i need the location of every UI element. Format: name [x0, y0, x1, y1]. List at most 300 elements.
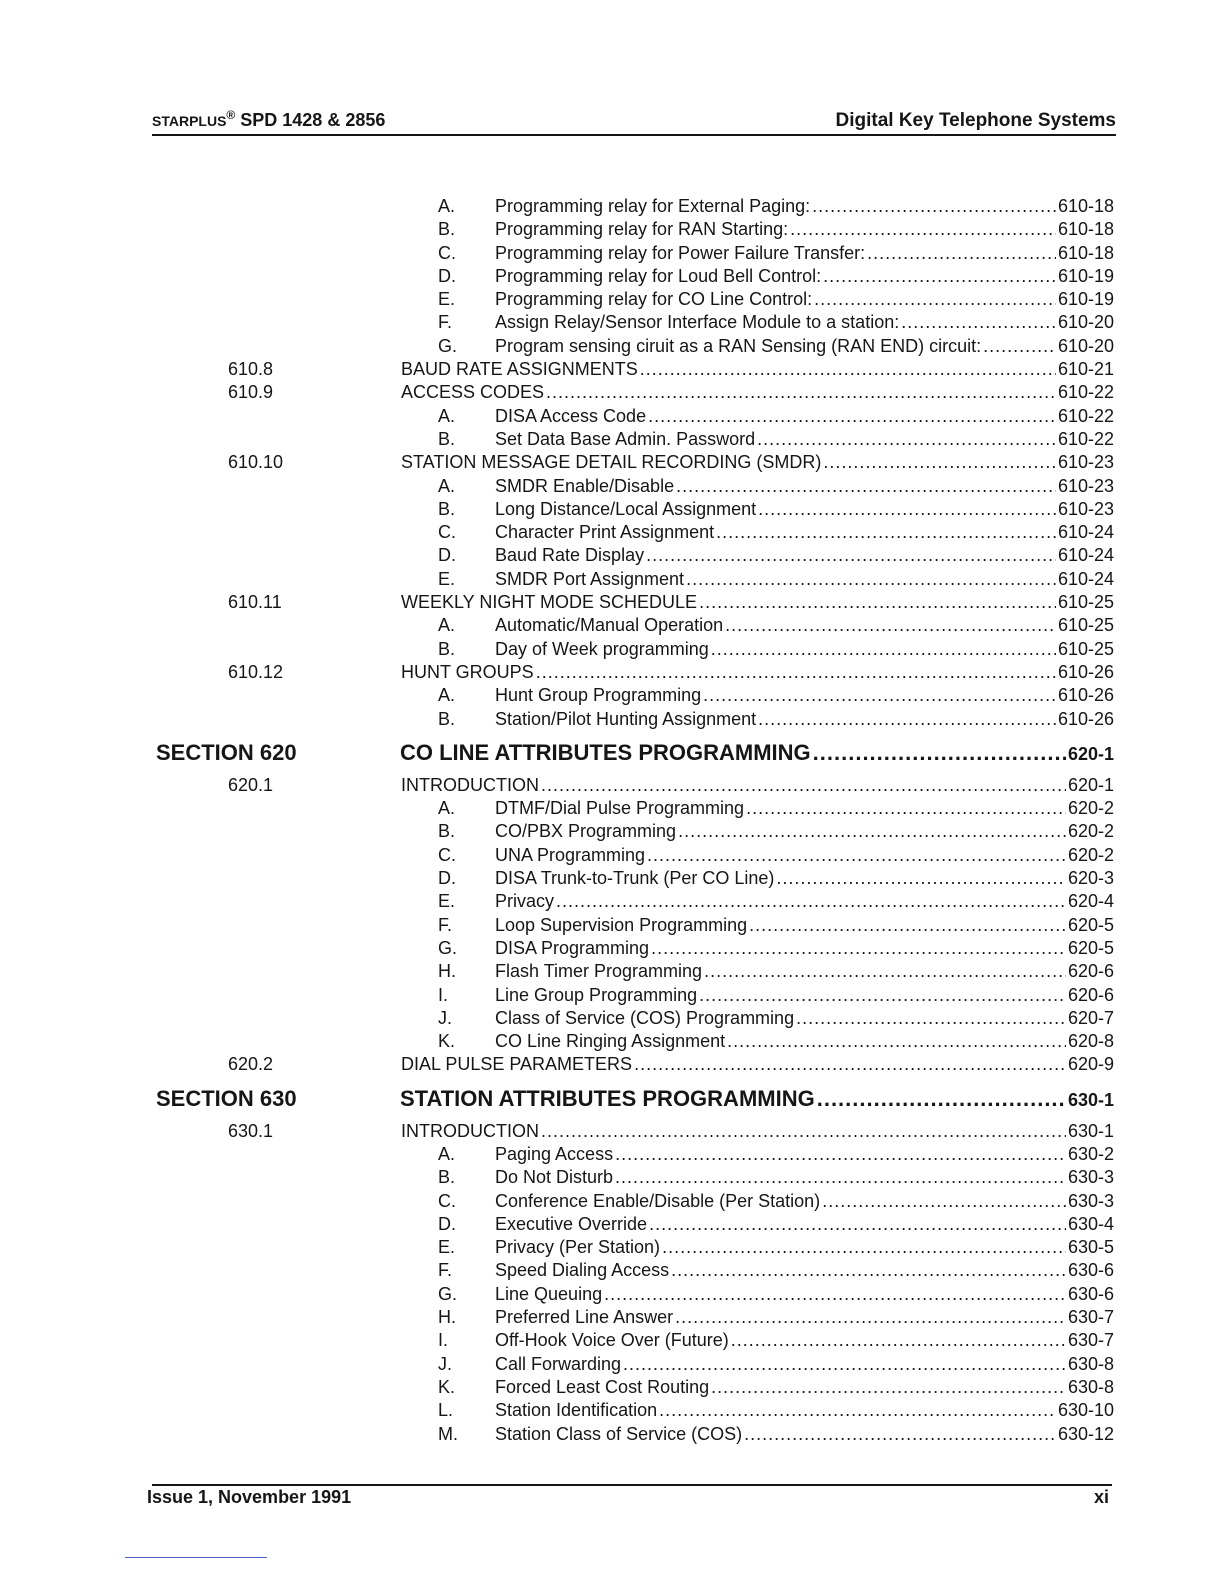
toc-item-letter: H. — [438, 1307, 456, 1328]
toc-entry — [495, 1306, 1114, 1329]
toc-entry — [495, 1283, 1114, 1306]
toc-entry-title: STATION MESSAGE DETAIL RECORDING (SMDR) — [401, 452, 822, 473]
toc-entry — [495, 544, 1114, 567]
toc-entry-page: 630-6 — [1067, 1260, 1114, 1281]
dot-leader — [671, 1259, 1066, 1282]
toc-entry-page: 610-21 — [1057, 359, 1114, 380]
toc-item-row — [0, 1376, 1224, 1399]
toc-subsection-number: 620.2 — [228, 1054, 274, 1075]
toc-item-letter: A. — [438, 475, 456, 496]
toc-entry-page: 610-23 — [1057, 498, 1114, 519]
toc-entry-page: 630-7 — [1067, 1307, 1114, 1328]
dot-leader — [686, 568, 1056, 591]
toc-item-row — [0, 960, 1224, 983]
toc-entry-page: 610-23 — [1057, 475, 1114, 496]
toc-entry — [401, 661, 1114, 684]
toc-entry-title: CO Line Ringing Assignment — [495, 1031, 726, 1052]
toc-entry — [495, 638, 1114, 661]
toc-entry-title: Do Not Disturb — [495, 1167, 614, 1188]
toc-entry-title: Hunt Group Programming — [495, 685, 702, 706]
toc-section-number: SECTION 630 — [156, 1085, 297, 1111]
toc-entry-title: DISA Access Code — [495, 405, 647, 426]
toc-item-row — [0, 218, 1224, 241]
toc-item-letter: A. — [438, 196, 456, 216]
toc-subsection-number: 610.11 — [228, 592, 282, 613]
toc-subsection-number: 610.9 — [228, 382, 274, 403]
dot-leader — [546, 381, 1056, 404]
toc-item-letter: I. — [438, 984, 449, 1005]
toc-entry-page: 630-4 — [1067, 1213, 1114, 1234]
dot-leader — [983, 335, 1056, 358]
toc-entry-page: 630-10 — [1057, 1400, 1114, 1421]
toc-entry — [495, 1007, 1114, 1030]
dot-leader — [662, 1236, 1066, 1259]
toc-entry — [495, 1353, 1114, 1376]
toc-entry-page: 630-1 — [1067, 1120, 1114, 1141]
toc-item-row — [0, 1213, 1224, 1236]
toc-item-row — [0, 844, 1224, 867]
toc-entry — [495, 265, 1114, 288]
toc-entry-page: 610-25 — [1057, 615, 1114, 636]
toc-entry-page: 610-18 — [1057, 242, 1114, 263]
toc-item-letter: K. — [438, 1031, 456, 1052]
toc-entry-page: 630-5 — [1067, 1237, 1114, 1258]
toc-entry — [495, 311, 1114, 334]
toc-entry — [495, 960, 1114, 983]
toc-entry-page: 610-18 — [1057, 219, 1114, 240]
toc-item-row — [0, 1353, 1224, 1376]
toc-entry-page: 610-22 — [1057, 405, 1114, 426]
toc-item-row — [0, 914, 1224, 937]
toc-entry-page: 620-2 — [1067, 821, 1114, 842]
toc-item-letter: B. — [438, 498, 456, 519]
toc-item-row — [0, 498, 1224, 521]
toc-subsection-row — [0, 451, 1224, 474]
toc-entry-page: 610-23 — [1057, 452, 1114, 473]
toc-item-row — [0, 265, 1224, 288]
toc-item-row — [0, 1166, 1224, 1189]
toc-entry — [495, 984, 1114, 1007]
toc-item-letter: I. — [438, 1330, 449, 1351]
dot-leader — [817, 1081, 1066, 1116]
dot-leader — [746, 797, 1066, 820]
toc-entry-page: 610-26 — [1057, 661, 1114, 682]
toc-entry-title: UNA Programming — [495, 844, 646, 865]
dot-leader — [615, 1166, 1066, 1189]
dot-leader — [758, 708, 1056, 731]
toc-entry-title: Program sensing ciruit as a RAN Sensing (RAN END) circuit: — [495, 335, 982, 356]
toc-entry-page: 610-24 — [1057, 545, 1114, 566]
toc-entry — [401, 451, 1114, 474]
dot-leader — [536, 661, 1056, 684]
toc-item-row — [0, 890, 1224, 913]
toc-entry-title: Character Print Assignment — [495, 522, 715, 543]
toc-subsection-row — [0, 591, 1224, 614]
toc-entry-page: 610-22 — [1057, 428, 1114, 449]
toc-entry-title: Speed Dialing Access — [495, 1260, 670, 1281]
toc-entry-page: 630-3 — [1067, 1167, 1114, 1188]
dot-leader — [744, 1423, 1056, 1446]
toc-entry-page: 630-6 — [1067, 1283, 1114, 1304]
toc-item-row — [0, 1399, 1224, 1422]
toc-entry — [401, 774, 1114, 797]
toc-subsection-row — [0, 1120, 1224, 1143]
toc-subsection-row — [0, 774, 1224, 797]
toc-item-letter: D. — [438, 1213, 456, 1234]
dot-leader — [822, 1190, 1066, 1213]
toc-entry-title: Set Data Base Admin. Password — [495, 428, 756, 449]
toc-subsection-number: 630.1 — [228, 1120, 274, 1141]
toc-entry — [495, 844, 1114, 867]
toc-entry-title: Off-Hook Voice Over (Future) — [495, 1330, 729, 1351]
toc-entry-page: 620-5 — [1067, 937, 1114, 958]
toc-item-letter: B. — [438, 821, 456, 842]
toc-item-letter: A. — [438, 615, 456, 636]
toc-item-letter: G. — [438, 335, 458, 356]
toc-entry — [495, 288, 1114, 311]
header-rule — [152, 134, 1116, 136]
toc-item-row — [0, 984, 1224, 1007]
toc-entry-title: Programming relay for External Paging: — [495, 196, 811, 216]
toc-entry-page: 620-4 — [1067, 891, 1114, 912]
toc-item-letter: B. — [438, 428, 456, 449]
toc-entry-page: 610-19 — [1057, 265, 1114, 286]
toc-entry-page: 630-7 — [1067, 1330, 1114, 1351]
toc-entry-page: 610-22 — [1057, 382, 1114, 403]
toc-entry — [401, 1120, 1114, 1143]
toc-entry-title: DISA Programming — [495, 937, 650, 958]
toc-entry-page: 620-2 — [1067, 844, 1114, 865]
dot-leader — [749, 914, 1066, 937]
toc-entry — [495, 708, 1114, 731]
toc-entry-title: Day of Week programming — [495, 638, 709, 659]
toc-entry — [495, 335, 1114, 358]
toc-entry-title: Class of Service (COS) Programming — [495, 1007, 795, 1028]
toc-item-letter: G. — [438, 1283, 458, 1304]
toc-item-row — [0, 288, 1224, 311]
toc-entry — [495, 242, 1114, 265]
dot-leader — [901, 311, 1056, 334]
toc-item-letter: J. — [438, 1007, 453, 1028]
toc-entry-title: Loop Supervision Programming — [495, 914, 748, 935]
toc-item-letter: E. — [438, 891, 456, 912]
toc-subsection-number: 610.8 — [228, 359, 274, 380]
dot-leader — [814, 288, 1056, 311]
toc-item-row — [0, 1236, 1224, 1259]
toc-entry — [401, 358, 1114, 381]
dot-leader — [725, 614, 1056, 637]
toc-item-letter: E. — [438, 568, 456, 589]
dot-leader — [823, 451, 1056, 474]
toc-item-row — [0, 638, 1224, 661]
toc-entry-page: 620-8 — [1067, 1031, 1114, 1052]
header-model: SPD 1428 & 2856 — [235, 110, 386, 130]
toc-item-letter: K. — [438, 1376, 456, 1397]
toc-item-row — [0, 1143, 1224, 1166]
toc-entry-title: Conference Enable/Disable (Per Station) — [495, 1190, 821, 1211]
toc-entry-page: 620-9 — [1067, 1054, 1114, 1075]
toc-entry-title: SMDR Enable/Disable — [495, 475, 675, 496]
toc-item-letter: F. — [438, 914, 453, 935]
dot-leader — [623, 1353, 1066, 1376]
toc-item-letter: E. — [438, 1237, 456, 1258]
header-brand: STARPLUS — [152, 113, 227, 129]
toc-item-letter: L. — [438, 1400, 454, 1421]
toc-entry-page: 620-6 — [1067, 961, 1114, 982]
dot-leader — [647, 844, 1066, 867]
toc-item-letter: D. — [438, 868, 456, 889]
toc-item-letter: F. — [438, 312, 453, 333]
toc-subsection-number: 620.1 — [228, 774, 274, 795]
toc-entry-page: 620-1 — [1067, 743, 1114, 764]
dot-leader — [648, 405, 1056, 428]
toc-item-letter: C. — [438, 522, 456, 543]
toc-entry — [495, 684, 1114, 707]
dot-leader — [790, 218, 1056, 241]
toc-entry-page: 610-25 — [1057, 592, 1114, 613]
toc-entry-title: Baud Rate Display — [495, 545, 645, 566]
toc-entry — [401, 381, 1114, 404]
dot-leader — [812, 195, 1056, 218]
toc-item-letter: F. — [438, 1260, 453, 1281]
toc-entry-title: INTRODUCTION — [401, 1120, 539, 1141]
dot-leader — [699, 591, 1056, 614]
header-doc-title: Digital Key Telephone Systems — [835, 110, 1116, 131]
toc-entry — [495, 1143, 1114, 1166]
toc-section-row — [0, 1081, 1224, 1116]
toc-item-letter: C. — [438, 844, 456, 865]
dot-leader — [823, 265, 1056, 288]
toc-item-row — [0, 544, 1224, 567]
dot-leader — [727, 1030, 1066, 1053]
toc-entry-page: 610-26 — [1057, 685, 1114, 706]
toc-entry-title: Long Distance/Local Assignment — [495, 498, 757, 519]
toc-entry-title: DIAL PULSE PARAMETERS — [401, 1054, 633, 1075]
toc-entry — [495, 521, 1114, 544]
toc-item-row — [0, 1007, 1224, 1030]
toc-entry-page: 610-18 — [1057, 196, 1114, 216]
toc-item-row — [0, 1259, 1224, 1282]
toc-subsection-number: 610.12 — [228, 661, 284, 682]
dot-leader — [776, 867, 1066, 890]
toc-entry — [495, 568, 1114, 591]
toc-item-letter: B. — [438, 1167, 456, 1188]
toc-entry-title: Executive Override — [495, 1213, 648, 1234]
toc-item-row — [0, 797, 1224, 820]
toc-entry — [495, 890, 1114, 913]
header-product-title — [152, 110, 385, 134]
toc-entry-title: Station/Pilot Hunting Assignment — [495, 708, 757, 729]
toc-entry — [495, 1236, 1114, 1259]
toc-entry-page: 630-8 — [1067, 1353, 1114, 1374]
dot-leader — [615, 1143, 1066, 1166]
toc-entry — [495, 1213, 1114, 1236]
toc-entry-page: 610-20 — [1057, 335, 1114, 356]
toc-entry — [495, 820, 1114, 843]
toc-entry-title: Automatic/Manual Operation — [495, 615, 724, 636]
dot-leader — [541, 1120, 1066, 1143]
table-of-contents — [0, 195, 1224, 1446]
toc-entry-title: INTRODUCTION — [401, 774, 539, 795]
dot-leader — [703, 684, 1056, 707]
toc-entry — [495, 937, 1114, 960]
toc-entry-title: Paging Access — [495, 1143, 614, 1164]
toc-item-row — [0, 820, 1224, 843]
dot-leader — [659, 1399, 1056, 1422]
toc-entry — [495, 428, 1114, 451]
toc-entry — [495, 475, 1114, 498]
toc-entry — [495, 797, 1114, 820]
dot-leader — [646, 544, 1056, 567]
dot-leader — [676, 475, 1056, 498]
toc-entry — [495, 1030, 1114, 1053]
toc-entry-title: ACCESS CODES — [401, 382, 545, 403]
toc-entry-title: Line Group Programming — [495, 984, 698, 1005]
toc-item-letter: A. — [438, 798, 456, 819]
toc-entry — [495, 195, 1114, 218]
toc-entry-page: 630-2 — [1067, 1143, 1114, 1164]
toc-item-letter: A. — [438, 1143, 456, 1164]
toc-item-letter: B. — [438, 708, 456, 729]
dot-leader — [711, 638, 1056, 661]
dot-leader — [651, 937, 1066, 960]
toc-entry-page: 620-7 — [1067, 1007, 1114, 1028]
toc-entry-page: 620-3 — [1067, 868, 1114, 889]
toc-item-letter: H. — [438, 961, 456, 982]
toc-entry — [495, 405, 1114, 428]
toc-entry-title: Programming relay for Power Failure Transfer: — [495, 242, 866, 263]
toc-entry-title: Station Identification — [495, 1400, 658, 1421]
toc-entry — [495, 1399, 1114, 1422]
toc-item-row — [0, 1190, 1224, 1213]
toc-entry-page: 610-24 — [1057, 522, 1114, 543]
toc-subsection-row — [0, 381, 1224, 404]
scan-artifact-line — [125, 1557, 267, 1558]
toc-entry — [495, 614, 1114, 637]
toc-entry-title: STATION ATTRIBUTES PROGRAMMING — [400, 1085, 815, 1111]
dot-leader — [813, 735, 1066, 770]
toc-entry — [495, 1329, 1114, 1352]
toc-entry-title: DTMF/Dial Pulse Programming — [495, 798, 745, 819]
toc-entry-title: Call Forwarding — [495, 1353, 622, 1374]
toc-item-row — [0, 1283, 1224, 1306]
toc-entry-title: Privacy (Per Station) — [495, 1237, 661, 1258]
dot-leader — [716, 521, 1056, 544]
toc-entry-title: Forced Least Cost Routing — [495, 1376, 710, 1397]
toc-item-row — [0, 867, 1224, 890]
toc-entry-page: 620-1 — [1067, 774, 1114, 795]
toc-entry — [495, 1423, 1114, 1446]
toc-item-row — [0, 405, 1224, 428]
toc-subsection-number: 610.10 — [228, 452, 284, 473]
registered-mark: ® — [226, 108, 236, 122]
toc-entry-title: Assign Relay/Sensor Interface Module to a station: — [495, 312, 900, 333]
toc-entry-title: WEEKLY NIGHT MODE SCHEDULE — [401, 592, 698, 613]
toc-item-letter: M. — [438, 1423, 458, 1444]
toc-entry — [495, 1190, 1114, 1213]
toc-entry-title: CO LINE ATTRIBUTES PROGRAMMING — [400, 739, 811, 765]
toc-item-letter: B. — [438, 219, 456, 240]
dot-leader — [678, 820, 1066, 843]
toc-subsection-row — [0, 661, 1224, 684]
footer-rule — [152, 1484, 1112, 1486]
toc-entry-page: 610-20 — [1057, 312, 1114, 333]
toc-item-letter: G. — [438, 937, 458, 958]
toc-item-row — [0, 311, 1224, 334]
toc-entry-page: 610-19 — [1057, 289, 1114, 310]
toc-entry-page: 610-25 — [1057, 638, 1114, 659]
toc-entry-page: 610-26 — [1057, 708, 1114, 729]
toc-item-row — [0, 1329, 1224, 1352]
toc-entry — [495, 914, 1114, 937]
toc-item-row — [0, 937, 1224, 960]
toc-entry — [400, 1081, 1114, 1118]
dot-leader — [634, 1053, 1066, 1076]
dot-leader — [796, 1007, 1066, 1030]
toc-entry-page: 630-1 — [1067, 1089, 1114, 1110]
toc-item-row — [0, 568, 1224, 591]
toc-item-row — [0, 1306, 1224, 1329]
toc-entry-title: DISA Trunk-to-Trunk (Per CO Line) — [495, 868, 775, 889]
toc-entry-page: 630-3 — [1067, 1190, 1114, 1211]
dot-leader — [556, 890, 1066, 913]
dot-leader — [675, 1306, 1066, 1329]
toc-item-row — [0, 475, 1224, 498]
toc-entry — [495, 1166, 1114, 1189]
toc-entry-title: Flash Timer Programming — [495, 961, 703, 982]
toc-entry — [401, 591, 1114, 614]
toc-item-row — [0, 1423, 1224, 1446]
toc-entry — [495, 498, 1114, 521]
toc-entry-title: Station Class of Service (COS) — [495, 1423, 743, 1444]
toc-entry-title: BAUD RATE ASSIGNMENTS — [401, 359, 638, 380]
footer-page-number: xi — [1093, 1487, 1109, 1507]
toc-item-row — [0, 684, 1224, 707]
toc-entry-title: SMDR Port Assignment — [495, 568, 685, 589]
toc-entry-page: 620-5 — [1067, 914, 1114, 935]
toc-item-row — [0, 428, 1224, 451]
toc-entry-page: 630-12 — [1057, 1423, 1114, 1444]
toc-entry-page: 620-6 — [1067, 984, 1114, 1005]
dot-leader — [867, 242, 1056, 265]
dot-leader — [640, 358, 1056, 381]
toc-item-letter: D. — [438, 265, 456, 286]
toc-entry-title: Programming relay for RAN Starting: — [495, 219, 789, 240]
toc-entry-page: 620-2 — [1067, 798, 1114, 819]
toc-item-letter: D. — [438, 545, 456, 566]
toc-item-row — [0, 614, 1224, 637]
footer-issue-date: Issue 1, November 1991 — [147, 1487, 352, 1507]
toc-section-number: SECTION 620 — [156, 739, 297, 765]
dot-leader — [758, 498, 1056, 521]
toc-item-letter: A. — [438, 685, 456, 706]
toc-item-letter: B. — [438, 638, 456, 659]
toc-item-row — [0, 195, 1224, 218]
toc-entry-title: Privacy — [495, 891, 555, 912]
dot-leader — [604, 1283, 1066, 1306]
toc-item-letter: J. — [438, 1353, 453, 1374]
toc-entry-title: Preferred Line Answer — [495, 1307, 674, 1328]
toc-entry — [495, 1376, 1114, 1399]
toc-item-row — [0, 521, 1224, 544]
toc-entry — [401, 1053, 1114, 1076]
toc-item-letter: C. — [438, 1190, 456, 1211]
toc-entry-title: Programming relay for Loud Bell Control: — [495, 265, 822, 286]
toc-entry — [495, 867, 1114, 890]
dot-leader — [711, 1376, 1066, 1399]
toc-item-row — [0, 1030, 1224, 1053]
dot-leader — [699, 984, 1066, 1007]
